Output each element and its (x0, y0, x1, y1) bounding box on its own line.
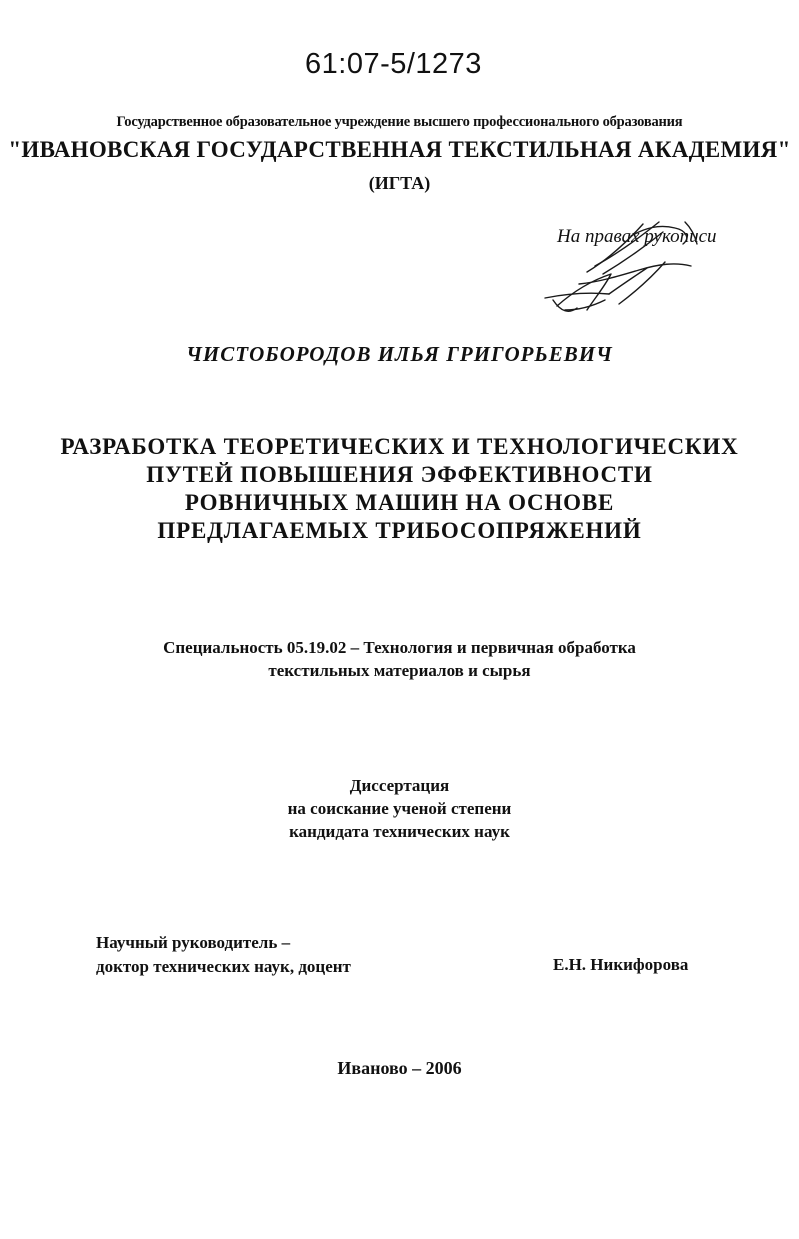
degree-line: на соискание ученой степени (287, 799, 512, 818)
city-year: Иваново – 2006 (337, 1058, 462, 1078)
catalog-number: 61:07-5/1273 (305, 48, 482, 80)
supervisor-name: Е.Н. Никифорова (553, 955, 689, 974)
title-line: РАЗРАБОТКА ТЕОРЕТИЧЕСКИХ И ТЕХНОЛОГИЧЕСКИХ (60, 434, 739, 459)
specialty (0, 636, 799, 682)
academy-abbreviation: (ИГТА) (368, 173, 431, 193)
degree-line: кандидата технических наук (289, 822, 510, 841)
specialty-line: Специальность 05.19.02 – Технология и первичная обработка (163, 638, 636, 657)
title-line: РОВНИЧНЫХ МАШИН НА ОСНОВЕ (184, 490, 615, 515)
title-line: ПУТЕЙ ПОВЫШЕНИЯ ЭФФЕКТИВНОСТИ (146, 462, 653, 487)
degree-line: Диссертация (349, 776, 450, 795)
supervisor-role-line: Научный руководитель – (96, 933, 291, 952)
title-line: ПРЕДЛАГАЕМЫХ ТРИБОСОПРЯЖЕНИЙ (157, 518, 642, 543)
institution-line: Государственное образовательное учреждение высшего профессионального образования (116, 114, 683, 130)
supervisor-role (96, 931, 351, 979)
author-name: ЧИСТОБОРОДОВ ИЛЬЯ ГРИГОРЬЕВИЧ (186, 342, 613, 366)
academy-name: "ИВАНОВСКАЯ ГОСУДАРСТВЕННАЯ ТЕКСТИЛЬНАЯ АКАДЕМИЯ" (8, 137, 791, 162)
dissertation-title (0, 433, 799, 545)
handwritten-signature (535, 214, 715, 318)
manuscript-note: На правах рукописи (557, 226, 717, 247)
supervisor-role-line: доктор технических наук, доцент (96, 957, 351, 976)
specialty-line: текстильных материалов и сырья (268, 661, 531, 680)
dissertation-degree (0, 774, 799, 843)
